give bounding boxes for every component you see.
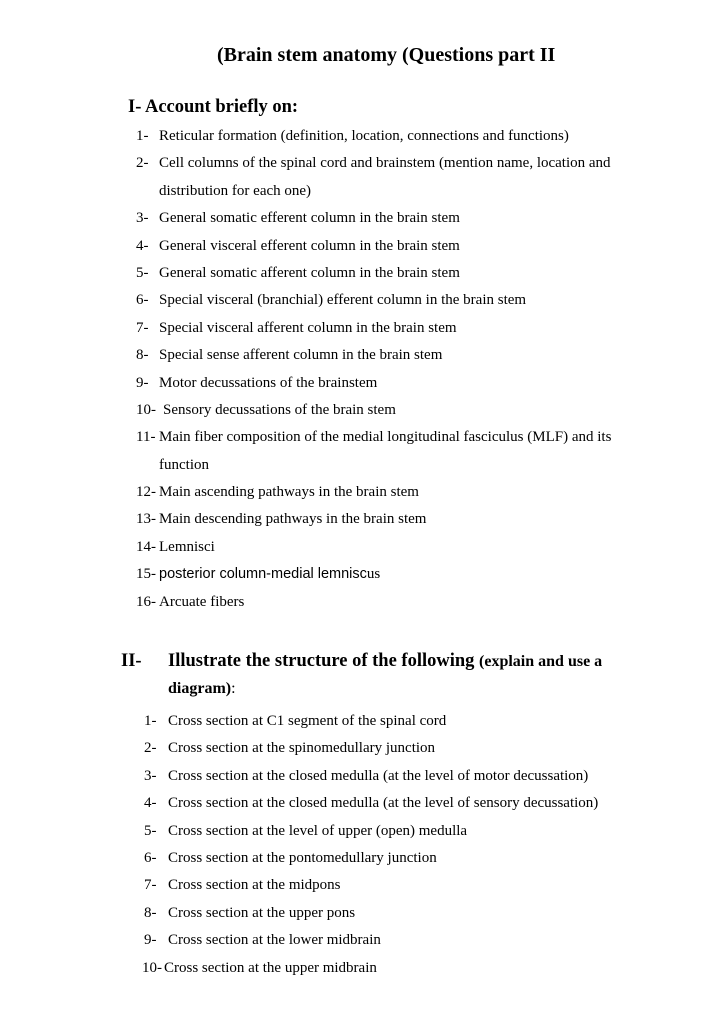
list-item (144, 927, 684, 954)
item-number: 5- (144, 822, 157, 839)
list-item-continuation (136, 452, 696, 479)
list-item (144, 872, 684, 899)
page-title: (Brain stem anatomy (Questions part II (217, 44, 556, 66)
list-item (136, 287, 696, 314)
list-item (136, 370, 696, 397)
item-text: Cross section at the level of upper (open) medulla (168, 822, 468, 839)
item-text (159, 561, 380, 588)
item-text: Cross section at the midpons (168, 877, 341, 894)
list-item (144, 900, 684, 927)
list-item (136, 342, 696, 369)
item-number: 2- (144, 740, 157, 757)
item-text-suffix: us (366, 566, 381, 583)
item-number: 3- (144, 767, 157, 784)
section-2-number: II- (121, 651, 142, 671)
section-2-heading-note: (explain and use a (479, 653, 603, 670)
section-2-heading-text: Illustrate the structure of the following (168, 651, 475, 671)
list-item (136, 479, 696, 506)
section-2-heading-colon: : (231, 680, 236, 697)
item-number: 10- (136, 401, 156, 418)
item-text: General somatic efferent column in the brain stem (159, 210, 460, 227)
list-item (136, 123, 696, 150)
section-2-heading-line2 (168, 680, 236, 698)
item-number: 11- (136, 429, 156, 446)
item-number: 1- (136, 128, 149, 144)
item-number: 15- (136, 566, 156, 583)
section-1-heading: I- Account briefly on: (128, 97, 299, 117)
item-text: Arcuate fibers (159, 593, 245, 610)
item-number: 4- (136, 237, 149, 254)
item-text: Main ascending pathways in the brain stem (159, 484, 419, 501)
list-item (136, 315, 696, 342)
item-text-sans: posterior column-medial lemnisc (159, 566, 367, 583)
item-number: 4- (144, 795, 157, 812)
list-item (136, 233, 696, 260)
list-item (144, 955, 684, 982)
list-item (136, 589, 696, 616)
item-text: Cross section at C1 segment of the spinal cord (168, 713, 447, 729)
list-item-continuation (136, 178, 696, 205)
item-text: Reticular formation (definition, location, connections and functions) (159, 128, 569, 144)
item-number: 3- (136, 210, 149, 227)
list-item (136, 150, 696, 177)
item-number: 6- (144, 849, 157, 866)
item-number: 9- (144, 932, 157, 949)
item-number: 12- (136, 484, 156, 501)
item-text: Motor decussations of the brainstem (159, 374, 378, 391)
item-number: 6- (136, 292, 149, 309)
list-item (136, 260, 696, 287)
item-text: Main fiber composition of the medial longitudinal fasciculus (MLF) and its (159, 429, 612, 446)
list-item (144, 845, 684, 872)
list-item (144, 790, 684, 817)
item-number: 5- (136, 264, 149, 281)
list-item (144, 708, 684, 735)
list-item (144, 763, 684, 790)
list-item (144, 735, 684, 762)
item-text: Main descending pathways in the brain stem (159, 511, 427, 528)
item-text: General somatic afferent column in the brain stem (159, 264, 460, 281)
list-item (136, 397, 696, 424)
section-2-list (144, 708, 684, 982)
item-number: 13- (136, 511, 156, 528)
item-number: 1- (144, 713, 157, 729)
section-2-heading-line2-text: diagram) (168, 680, 232, 697)
item-text: Cross section at the upper pons (168, 904, 356, 921)
item-text: function (159, 456, 209, 473)
item-text: Special sense afferent column in the brain stem (159, 347, 443, 364)
item-text: Cross section at the closed medulla (at the level of motor decussation) (168, 767, 589, 784)
list-item (136, 534, 696, 561)
item-text: Cross section at the pontomedullary junction (168, 849, 437, 866)
list-item (136, 506, 696, 533)
item-number: 8- (136, 347, 149, 364)
item-text: General visceral efferent column in the brain stem (159, 237, 460, 254)
item-number: 7- (136, 319, 149, 336)
item-text: Cell columns of the spinal cord and brainstem (mention name, location and (159, 155, 611, 172)
item-number: 10- (142, 959, 162, 976)
item-number: 14- (136, 538, 156, 555)
section-1-list (136, 123, 696, 616)
item-text: distribution for each one) (159, 182, 312, 199)
list-item (136, 205, 696, 232)
list-item (136, 561, 696, 588)
section-2-heading (168, 651, 602, 672)
item-number: 2- (136, 155, 149, 172)
item-text: Cross section at the lower midbrain (168, 932, 381, 949)
item-number: 9- (136, 374, 149, 391)
item-number: 8- (144, 904, 157, 921)
item-number: 7- (144, 877, 157, 894)
item-text: Cross section at the spinomedullary junction (168, 740, 436, 757)
item-text: Lemnisci (159, 538, 215, 555)
item-text: Special visceral afferent column in the brain stem (159, 319, 457, 336)
item-text: Sensory decussations of the brain stem (163, 401, 396, 418)
item-text: Cross section at the closed medulla (at the level of sensory decussation) (168, 795, 599, 812)
item-text: Special visceral (branchial) efferent column in the brain stem (159, 292, 527, 309)
list-item (136, 424, 696, 451)
item-number: 16- (136, 593, 156, 610)
list-item (144, 818, 684, 845)
item-text: Cross section at the upper midbrain (164, 959, 377, 976)
